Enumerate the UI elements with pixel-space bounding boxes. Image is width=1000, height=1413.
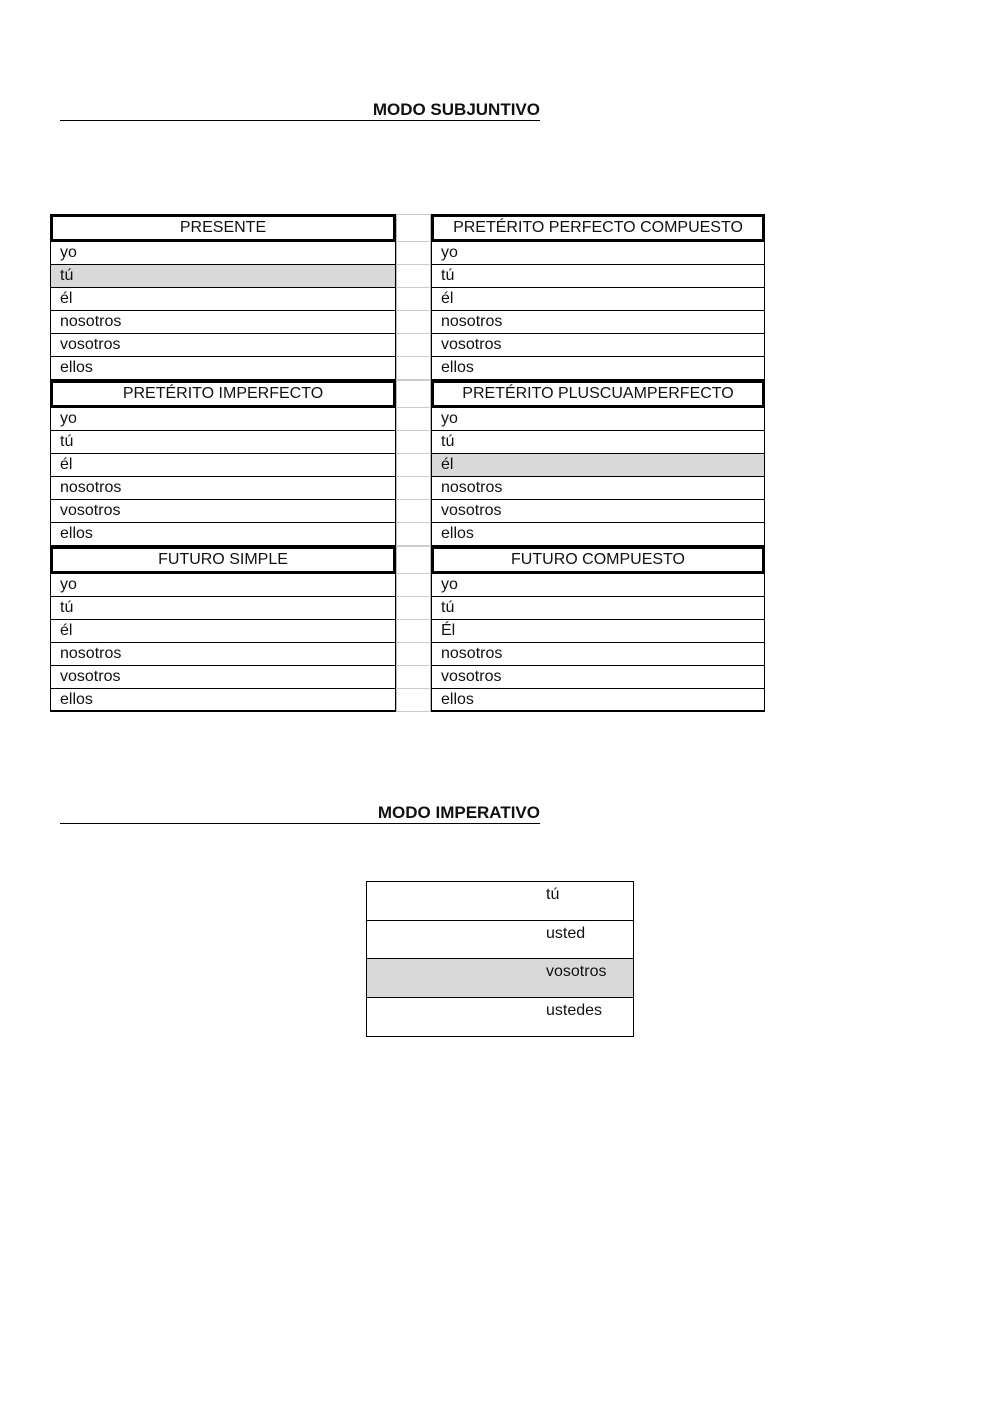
spacer-cell [396, 380, 431, 408]
pronoun-cell[interactable]: yo [431, 242, 765, 265]
spacer-cell [396, 620, 431, 643]
pronoun-cell[interactable]: tú [50, 431, 396, 454]
tense-header: FUTURO COMPUESTO [431, 546, 765, 574]
pronoun-cell[interactable]: vosotros [50, 334, 396, 357]
pronoun-cell[interactable]: ellos [431, 689, 765, 712]
pronoun-cell[interactable]: tú [50, 597, 396, 620]
pronoun-cell[interactable]: vosotros [431, 500, 765, 523]
pronoun-cell[interactable]: ellos [431, 523, 765, 546]
pronoun-cell[interactable]: vosotros [50, 666, 396, 689]
pronoun-cell[interactable]: ellos [50, 357, 396, 380]
left-column [50, 214, 396, 712]
pronoun-cell[interactable]: tú [431, 265, 765, 288]
pronoun-cell[interactable]: tú [431, 431, 765, 454]
spacer-cell [396, 357, 431, 380]
pronoun-cell[interactable]: él [50, 288, 396, 311]
pronoun-cell[interactable]: tú [431, 597, 765, 620]
spacer-cell [396, 408, 431, 431]
pronoun-cell[interactable]: vosotros [431, 334, 765, 357]
pronoun-cell[interactable]: yo [431, 408, 765, 431]
pronoun-cell[interactable]: él [431, 288, 765, 311]
pronoun-cell[interactable]: él [431, 454, 765, 477]
imperativo-row[interactable]: ustedes [546, 1001, 603, 1019]
pronoun-cell[interactable]: él [50, 620, 396, 643]
pronoun-cell[interactable]: nosotros [431, 311, 765, 334]
spacer-cell [396, 214, 431, 242]
spacer-cell [396, 643, 431, 666]
pronoun-cell[interactable]: vosotros [431, 666, 765, 689]
subjuntivo-grid [50, 214, 765, 712]
imperativo-table [366, 881, 634, 1037]
imperativo-row[interactable]: tú [367, 882, 633, 921]
spacer-cell [396, 431, 431, 454]
pronoun-cell[interactable]: yo [431, 574, 765, 597]
spacer-cell [396, 574, 431, 597]
spacer-cell [396, 523, 431, 546]
pronoun-cell[interactable]: nosotros [431, 477, 765, 500]
tense-header: PRETÉRITO PLUSCUAMPERFECTO [431, 380, 765, 408]
tense-header: PRETÉRITO IMPERFECTO [50, 380, 396, 408]
pronoun-cell[interactable]: nosotros [50, 643, 396, 666]
spacer-cell [396, 666, 431, 689]
pronoun-cell[interactable]: él [50, 454, 396, 477]
spacer-cell [396, 689, 431, 712]
pronoun-cell[interactable]: nosotros [50, 311, 396, 334]
right-column [431, 214, 765, 712]
imperativo-title-text: MODO IMPERATIVO [377, 803, 540, 822]
spacer-cell [396, 242, 431, 265]
tense-header: PRETÉRITO PERFECTO COMPUESTO [431, 214, 765, 242]
spacer-cell [396, 334, 431, 357]
tense-header: FUTURO SIMPLE [50, 546, 396, 574]
pronoun-cell[interactable]: ellos [50, 689, 396, 712]
subjuntivo-title [60, 100, 540, 121]
spacer-cell [396, 265, 431, 288]
spacer-cell [396, 597, 431, 620]
pronoun-cell[interactable]: ellos [50, 523, 396, 546]
spacer-cell [396, 311, 431, 334]
spacer-column [396, 214, 431, 712]
imperativo-title [60, 803, 540, 824]
spacer-cell [396, 500, 431, 523]
imperativo-row[interactable]: usted [367, 921, 633, 960]
pronoun-cell[interactable]: tú [50, 265, 396, 288]
subjuntivo-title-text: MODO SUBJUNTIVO [372, 100, 540, 119]
pronoun-cell[interactable]: yo [50, 242, 396, 265]
pronoun-cell[interactable]: nosotros [431, 643, 765, 666]
imperativo-row[interactable]: vosotros [367, 959, 633, 998]
spacer-cell [396, 288, 431, 311]
tense-header: PRESENTE [50, 214, 396, 242]
spacer-cell [396, 477, 431, 500]
pronoun-cell[interactable]: yo [50, 408, 396, 431]
spacer-cell [396, 454, 431, 477]
pronoun-cell[interactable]: nosotros [50, 477, 396, 500]
spacer-cell [396, 546, 431, 574]
pronoun-cell[interactable]: ellos [431, 357, 765, 380]
pronoun-cell[interactable]: yo [50, 574, 396, 597]
pronoun-cell[interactable]: vosotros [50, 500, 396, 523]
pronoun-cell[interactable]: Él [431, 620, 765, 643]
